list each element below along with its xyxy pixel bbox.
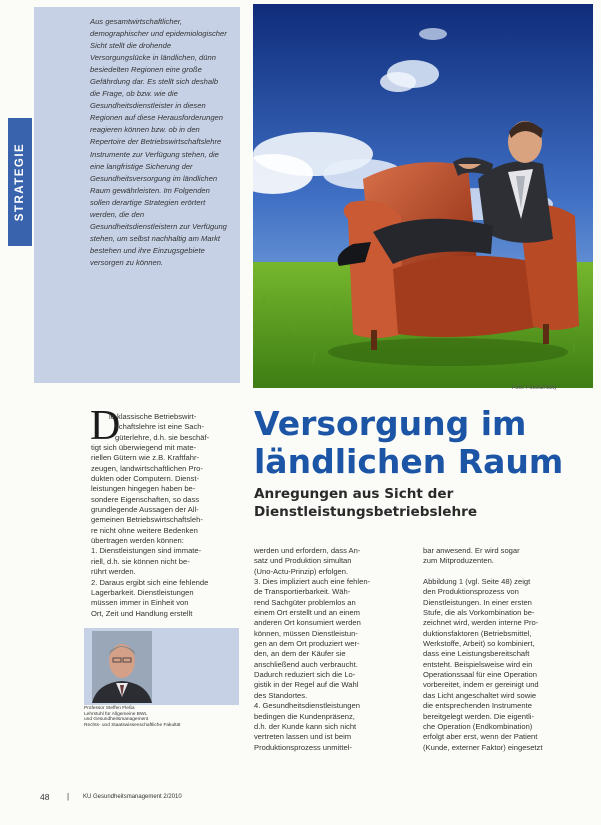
- body-line: zeichnet wird, werden interne Pro-: [423, 618, 539, 628]
- drop-cap: D: [90, 403, 121, 449]
- body-line: bedingen die Kundenpräsenz,: [254, 711, 355, 721]
- body-line: übertragen werden können:: [91, 536, 184, 546]
- body-line: schaftslehre ist eine Sach-: [115, 422, 205, 432]
- hero-photo: [253, 4, 593, 388]
- body-line: tigt sich überwiegend mit mate-: [91, 443, 197, 453]
- body-line: das Licht angeschaltet wird sowie: [423, 690, 537, 700]
- author-portrait-image: [92, 631, 152, 703]
- body-line: (Kunde, externer Faktor) eingesetzt: [423, 742, 543, 752]
- body-line: können, müssen Dienstleistun-: [254, 628, 358, 638]
- section-tab-label: STRATEGIE: [14, 142, 26, 222]
- body-line: Werkstoffe, Arbeit) so kombiniert,: [423, 639, 535, 649]
- body-line: riell, d.h. sie können nicht be-: [91, 556, 190, 566]
- body-line: Ort, Zeit und Handlung erstellt: [91, 608, 193, 618]
- body-line: satz und Produktion simultan: [254, 556, 352, 566]
- body-line: de Transportierbarkeit. Wäh-: [254, 587, 351, 597]
- body-line: einem Ort erstellt und an einem: [254, 608, 360, 618]
- body-line: bereitgelegt werden. Die eigentli-: [423, 711, 535, 721]
- body-line: re nicht ohne weitere Bedenken: [91, 525, 198, 535]
- body-line: vorbereitet, indem er gereinigt und: [423, 680, 539, 690]
- body-line: leistungen hingegen haben be-: [91, 484, 196, 494]
- body-line: duktionsfaktoren (Betriebsmittel,: [423, 628, 532, 638]
- article-headline: [254, 405, 563, 481]
- body-line: 1. Dienstleistungen sind immate-: [91, 546, 202, 556]
- armchair-in-field-illustration: [253, 4, 593, 388]
- body-line: anschließend auch verbraucht.: [254, 659, 358, 669]
- body-line: Dadurch reduziert sich die Lo-: [254, 670, 356, 680]
- body-line: vertreten lassen und ist beim: [254, 732, 352, 742]
- body-line: dass eine Leistungsbereitschaft: [423, 649, 530, 659]
- body-line: bar anwesend. Er wird sogar: [423, 546, 520, 555]
- author-caption: [84, 706, 239, 728]
- intro-text: Aus gesamtwirtschaftlicher, demographischer und epidemiologischer Sicht stellt die drohende Versorgungslücke in ländlichen, dünn besiedelten Regionen eine große Gefährdung dar. Es stellt sich deshalb die Frage, ob bzw. wie die Gesundheitsdienstleister in diesen Regionen auf diese Herausforderungen reagieren können bzw. ob in den Repertoire der Betriebswirtschaftslehre Instrumente zur Verfügung stehen, die eine langfristige Sicherung der Gesundheitsversorgung im ländlichen Raum gewährleisten. Im Folgenden sollen derartige Strategien erörtert werden, die den Gesundheitsdienstleistern zur Verfügung stehen, um selbst nachhaltig am Markt bestehen und ihre Einzugsgebiete versorgen zu können.: [90, 17, 227, 267]
- author-caption-line: und Gesundheitsmanagement: [84, 717, 149, 723]
- body-line: grundlegende Aussagen der All-: [91, 505, 199, 515]
- subheadline-line-2: Dienstleistungsbetriebslehre: [254, 504, 478, 520]
- body-line: den Produktionsprozess von: [423, 587, 519, 597]
- page-number: 48: [40, 792, 50, 802]
- body-line: erfolgt aber erst, wenn der Patient: [423, 732, 538, 742]
- body-line: d.h. der Kunde kann sich nicht: [254, 721, 357, 731]
- article-subheadline: [254, 485, 477, 521]
- body-line: rührt werden.: [91, 567, 136, 577]
- body-line: gemeinen Betriebswirtschaftsleh-: [91, 515, 203, 525]
- body-line: 2. Daraus ergibt sich eine fehlende: [91, 577, 209, 587]
- body-line: zeugen, landwirtschaftlichen Pro-: [91, 463, 203, 473]
- body-line: Stufe, die als Vorkombination be-: [423, 608, 535, 618]
- body-line: 4. Gesundheitsdienstleistungen: [254, 701, 360, 711]
- body-line: dukten oder Computern. Dienst-: [91, 474, 200, 484]
- body-line: güterlehre, d.h. sie beschäf-: [115, 432, 210, 442]
- headline-line-1: Versorgung im: [254, 404, 527, 443]
- body-line: (Uno-Actu-Prinzip) erfolgen.: [254, 566, 349, 576]
- body-column-2: [254, 546, 412, 753]
- body-line: Lagerbarkeit. Dienstleistungen: [91, 587, 194, 597]
- body-line: werden und erfordern, dass An-: [254, 546, 361, 555]
- body-line: den, an dem der Käufer sie: [254, 649, 346, 659]
- body-line: ie klassische Betriebswirt-: [109, 412, 197, 421]
- body-line: die entsprechenden Instrumente: [423, 701, 532, 711]
- body-line: sondere Eigenschaften, so dass: [91, 494, 200, 504]
- body-line: rend Sachgüter problemlos an: [254, 597, 356, 607]
- magazine-name: KU Gesundheitsmanagement 2/2010: [83, 794, 182, 800]
- body-line: 3. Dies impliziert auch eine fehlen-: [254, 577, 371, 587]
- body-line: gistik in der Regel auf die Wahl: [254, 680, 359, 690]
- body-line: riellen Gütern wie z.B. Kraftfahr-: [91, 453, 200, 463]
- body-column-3: [423, 546, 568, 753]
- body-line: entsteht. Beispielsweise wird ein: [423, 659, 533, 669]
- body-line: Produktionsprozess unmittel-: [254, 742, 352, 752]
- body-line: [423, 567, 568, 577]
- body-line: che Operation (Endkombination): [423, 721, 533, 731]
- headline-line-2: ländlichen Raum: [254, 442, 564, 481]
- body-line: Operationssaal für eine Operation: [423, 670, 537, 680]
- author-caption-line: Rechts- und Staatswissenschaftliche Fakultät: [84, 722, 181, 728]
- body-line: gen an dem Ort produziert wer-: [254, 639, 360, 649]
- body-line: zum Mitproduzenten.: [423, 556, 494, 566]
- body-line: Abbildung 1 (vgl. Seite 48) zeigt: [423, 577, 531, 587]
- author-portrait: [92, 631, 152, 703]
- photo-credit: Foto: Fotolia/Nutty: [512, 385, 557, 391]
- author-caption-line: Professor Steffen Fleßa: [84, 706, 135, 711]
- section-tab: [8, 118, 32, 246]
- footer-separator: |: [67, 792, 70, 801]
- body-column-1: [91, 412, 241, 619]
- body-line: Dienstleistungen. In einer ersten: [423, 597, 532, 607]
- body-line: des Standortes.: [254, 690, 308, 700]
- author-caption-line: Lehrstuhl für Allgemeine BWL: [84, 711, 148, 717]
- body-line: müssen immer in Einheit von: [91, 598, 189, 608]
- body-line: anderen Ort konsumiert werden: [254, 618, 361, 628]
- subheadline-line-1: Anregungen aus Sicht der: [254, 486, 454, 502]
